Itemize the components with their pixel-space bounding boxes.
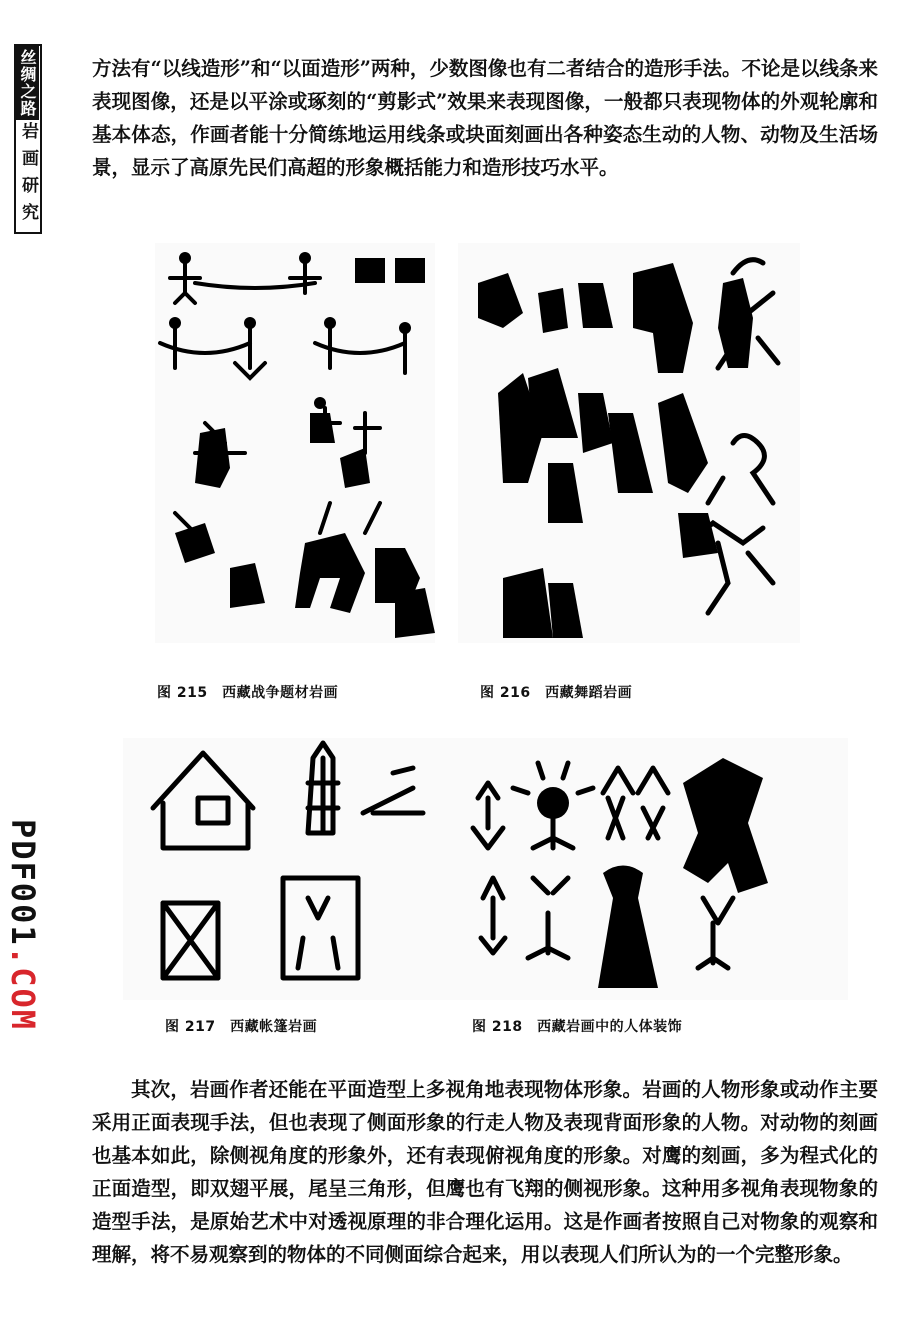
figure-216-image [458, 243, 800, 643]
figure-215-drawing [155, 243, 435, 643]
watermark-part1: PDF001 [4, 818, 42, 947]
section-label: 岩画研究 [18, 122, 38, 230]
side-tab [14, 44, 42, 234]
body-paragraph-1: 方法有“以线造形”和“以面造形”两种，少数图像也有二者结合的造形手法。不论是以线条来表现图像，还是以平涂或琢刻的“剪影式”效果来表现图像，一般都只表现物体的外观轮廓和基本体态，作画者能十分简练地运用线条或块面刻画出各种姿态生动的人物、动物及生活场景，显示了高原先民们高超的形象概括能力和造形技巧水平。 [92, 57, 878, 179]
watermark-part2: .COM [4, 946, 42, 1032]
figure-216-caption: 图 216 西藏舞蹈岩画 [480, 685, 633, 701]
figure-217-218-drawing [123, 738, 848, 1000]
figure-215-caption: 图 215 西藏战争题材岩画 [157, 685, 339, 701]
figure-216-drawing [458, 243, 800, 643]
series-label: 丝绸之路 [16, 46, 39, 120]
figure-218-caption: 图 218 西藏岩画中的人体装饰 [472, 1019, 683, 1035]
watermark [3, 810, 43, 1040]
figure-217-218-image [123, 738, 848, 1000]
figure-217-caption: 图 217 西藏帐篷岩画 [165, 1019, 318, 1035]
body-paragraph-2: 其次，岩画作者还能在平面造型上多视角地表现物体形象。岩画的人物形象或动作主要采用正面表现手法，但也表现了侧面形象的行走人物及表现背面形象的人物。对动物的刻画也基本如此，除侧视角度的形象外，还有表现俯视角度的形象。对鹰的刻画，多为程式化的正面造型，即双翅平展，尾呈三角形，但鹰也有飞翔的侧视形象。这种用多视角表现物象的造型手法，是原始艺术中对透视原理的非合理化运用。这是作画者按照自己对物象的观察和理解，将不易观察到的物体的不同侧面综合起来，用以表现人们所认为的一个完整形象。 [92, 1078, 878, 1266]
figure-215-image [155, 243, 435, 643]
